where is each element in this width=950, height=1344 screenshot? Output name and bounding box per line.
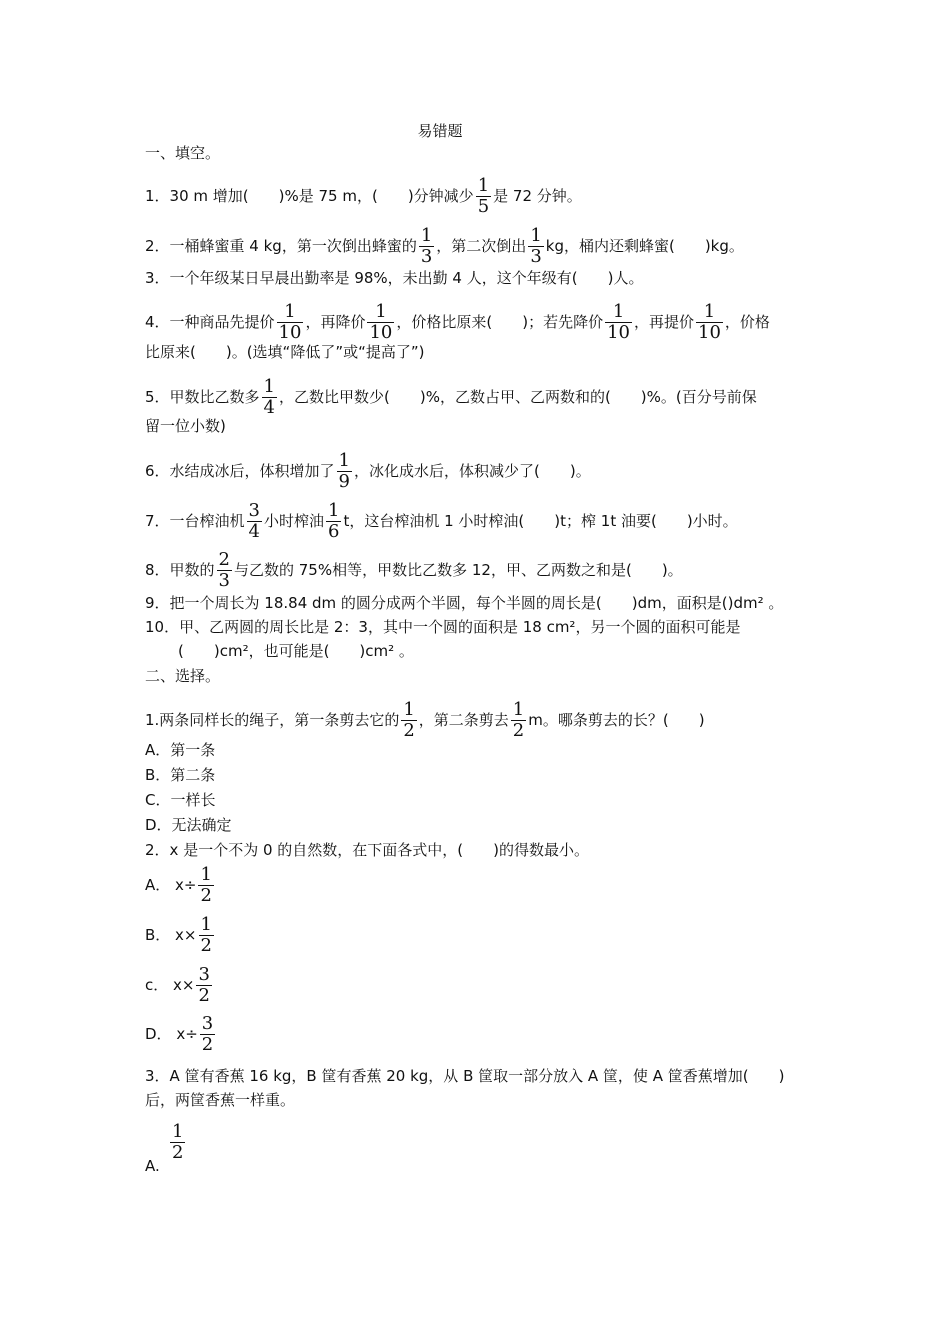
fill-question-10-cont: ( )cm²，也可能是( )cm² 。 (178, 642, 414, 660)
fill-question-8: 8．甲数的 $\frac{2}{3}$ 与乙数的 75%相等，甲数比乙数多 12，甲、乙两数之和是( )。 (145, 549, 683, 591)
fraction: $\frac{1}{2}$ (172, 1121, 184, 1163)
fraction: $\frac{1}{2}$ (403, 699, 415, 741)
choice-option-1b: B．第二条 (145, 766, 216, 784)
fraction: $\frac{1}{10}$ (369, 301, 393, 343)
choice-option-1d: D．无法确定 (145, 816, 232, 834)
page-title: 易错题 (417, 122, 463, 140)
choice-option-3a-label: A. (145, 1157, 160, 1175)
choice-option-2a: A． x÷ $\frac{1}{2}$ (145, 864, 212, 906)
choice-option-1a: A．第一条 (145, 741, 216, 759)
fill-question-7: 7．一台榨油机 $\frac{3}{4}$ 小时榨油 $\frac{1}{6}$ t，这台榨油机 1 小时榨油( )t；榨 1t 油要( )小时。 (145, 500, 738, 542)
choice-option-2b: B． x× $\frac{1}{2}$ (145, 914, 212, 956)
fraction: $\frac{1}{10}$ (698, 301, 721, 343)
fill-question-1: 1．30 m 增加( )%是 75 m，( )分钟减少 $\frac{1}{5}$ 是 72 分钟。 (145, 175, 582, 217)
fraction: $\frac{1}{4}$ (263, 376, 275, 418)
fraction: $\frac{2}{3}$ (218, 549, 230, 591)
choice-question-2: 2．x 是一个不为 0 的自然数，在下面各式中，( )的得数最小。 (145, 841, 589, 859)
fill-question-10: 10．甲、乙两圆的周长比是 2：3，其中一个圆的面积是 18 cm²，另一个圆的面积可能是 (145, 618, 741, 636)
section-heading-fill: 一、填空。 (145, 144, 221, 162)
fill-question-6: 6．水结成冰后，体积增加了 $\frac{1}{9}$ ，冰化成水后，体积减少了( )。 (145, 450, 591, 492)
choice-option-1c: C．一样长 (145, 791, 216, 809)
choice-question-3-cont: 后，两筐香蕉一样重。 (145, 1091, 296, 1109)
fill-question-2: 2．一桶蜂蜜重 4 kg，第一次倒出蜂蜜的 $\frac{1}{3}$ ，第二次倒出 $\frac{1}{3}$ kg，桶内还剩蜂蜜( )kg。 (145, 225, 744, 267)
fill-question-4-cont: 比原来( )。(选填“降低了”或“提高了”) (145, 343, 425, 361)
fraction: $\frac{1}{10}$ (278, 301, 302, 343)
fraction: $\frac{1}{3}$ (530, 225, 542, 267)
fill-question-5: 5．甲数比乙数多 $\frac{1}{4}$ ，乙数比甲数少( )%，乙数占甲、乙两数和的( )%。(百分号前保 (145, 376, 757, 418)
fraction: $\frac{1}{5}$ (477, 175, 490, 217)
fill-question-3: 3．一个年级某日早晨出勤率是 98%，未出勤 4 人，这个年级有( )人。 (145, 269, 644, 287)
choice-question-3: 3．A 筐有香蕉 16 kg，B 筐有香蕉 20 kg，从 B 筐取一部分放入 A 筐，使 A 筐香蕉增加( ) (145, 1067, 785, 1085)
fraction: $\frac{1}{6}$ (328, 500, 340, 542)
choice-option-3a-fraction (168, 1122, 187, 1163)
choice-option-2c: c． x× $\frac{3}{2}$ (145, 964, 210, 1006)
fraction: $\frac{1}{2}$ (512, 699, 525, 741)
fraction: $\frac{3}{4}$ (248, 500, 260, 542)
fraction: $\frac{1}{10}$ (607, 301, 630, 343)
section-heading-choice: 二、选择。 (145, 667, 221, 685)
fraction: $\frac{3}{2}$ (198, 964, 210, 1006)
fill-question-9: 9．把一个周长为 18.84 dm 的圆分成两个半圆，每个半圆的周长是( )dm，面积是()dm² 。 (145, 594, 784, 612)
choice-question-1: 1.两条同样长的绳子，第一条剪去它的 $\frac{1}{2}$ ，第二条剪去 $\frac{1}{2}$ m。哪条剪去的长？( ) (145, 699, 705, 741)
fraction: $\frac{3}{2}$ (201, 1013, 214, 1055)
fill-question-5-cont: 留一位小数) (145, 417, 226, 435)
choice-option-2d: D． x÷ $\frac{3}{2}$ (145, 1013, 214, 1055)
fraction: $\frac{1}{3}$ (420, 225, 433, 267)
fraction: $\frac{1}{9}$ (338, 450, 350, 492)
fraction: $\frac{1}{2}$ (200, 914, 212, 956)
fraction: $\frac{1}{2}$ (200, 864, 212, 906)
fill-question-4: 4．一种商品先提价 $\frac{1}{10}$ ，再降价 $\frac{1}{10}$ ，价格比原来( )；若先降价 $\frac{1}{10}$ ，再提价 $\frac{1}{10}$ ，价格 (145, 301, 770, 343)
